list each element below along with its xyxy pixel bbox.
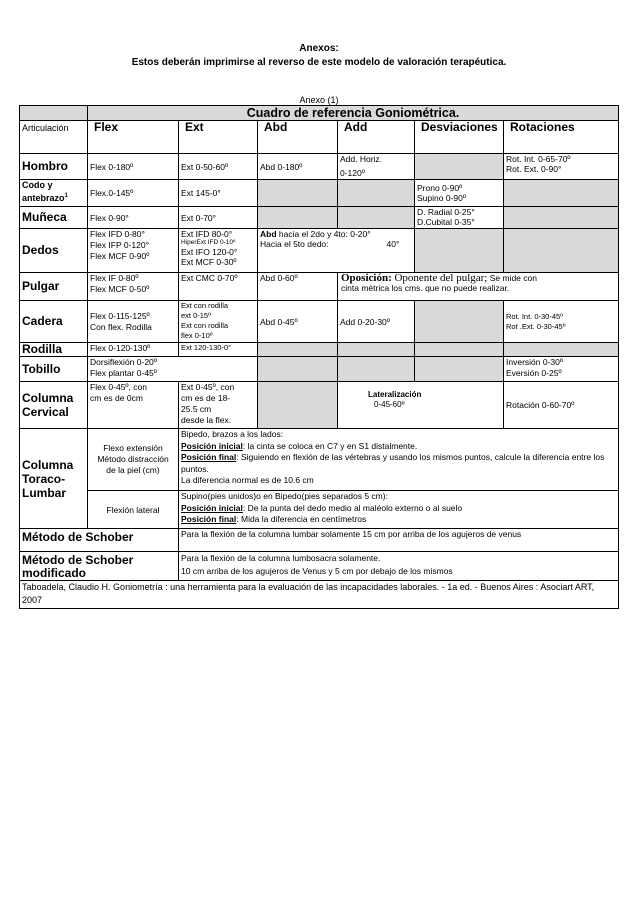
row-cervical: [20, 382, 619, 429]
joint-label: Hombro: [20, 154, 88, 180]
col-desviaciones: Desviaciones: [415, 121, 504, 154]
method-description: Supino(pies unidos)o en Bipedo(pies separados 5 cm): Posición inicial: De la punta del dedo medio al maléolo externo o al suelo Posición final: Mida la diferencia en centímetros: [179, 491, 619, 529]
joint-label: Codo y antebrazo$^1$: [20, 180, 88, 207]
row-hombro: [20, 154, 619, 180]
ext-cell: Ext CMC 0-70º: [179, 273, 258, 301]
row-schober: [20, 529, 619, 552]
col-flex: Flex: [88, 121, 179, 154]
rot-cell: Inversión 0-30º Eversión 0-25º: [504, 357, 619, 382]
flex-cell: Flex 0-180º: [88, 154, 179, 180]
flex-cell: Flex.0-145º: [88, 180, 179, 207]
joint-label: Muñeca: [20, 207, 88, 229]
flex-cell: Flex IF 0-80º Flex MCF 0-50º: [88, 273, 179, 301]
row-dedos: [20, 229, 619, 273]
ext-cell: Ext 0-45º, con cm es de 18- 25.5 cm desde la flex.: [179, 382, 258, 429]
add-cell: Add 0-20-30º: [338, 301, 415, 343]
joint-label: Cadera: [20, 301, 88, 343]
flex-cell: Flex IFD 0-80° Flex IFP 0-120° Flex MCF 0-90º: [88, 229, 179, 273]
abd-cell: Abd 0-180º: [258, 154, 338, 180]
row-cadera: [20, 301, 619, 343]
method-description: Para la flexión de la columna lumbar solamente 15 cm por arriba de los agujeros de venus: [179, 529, 619, 552]
ext-cell: Ext con rodilla ext 0-15º Ext con rodilla flex 0-10º: [179, 301, 258, 343]
anexos-subtitle: Estos deberán imprimirse al reverso de este modelo de valoración terapéutica.: [131, 57, 507, 68]
method-description: Para la flexión de la columna lumbosacra solamente. 10 cm arriba de los agujeros de Venus y 5 cm por debajo de los mismos: [179, 552, 619, 581]
goniometry-table: [19, 105, 619, 609]
method-label: Método de Schober: [20, 529, 179, 552]
joint-label: Dedos: [20, 229, 88, 273]
abd-cell: Abd 0-60º: [258, 273, 338, 301]
ext-cell: Ext 0-70°: [179, 207, 258, 229]
ext-cell: Ext 145-0°: [179, 180, 258, 207]
abd-cell: Abd hacia el 2do y 4to: 0-20° Hacia el 5to dedo: 40°: [258, 229, 415, 273]
row-tobillo: [20, 357, 619, 382]
anexo-label: Anexo (1): [299, 95, 339, 105]
flex-cell: Flex 0-90°: [88, 207, 179, 229]
ext-cell: Ext 0-50-60º: [179, 154, 258, 180]
rot-cell: Rot. Int. 0-65-70º Rot. Ext. 0-90°: [504, 154, 619, 180]
row-lumbar-flexo: [20, 429, 619, 491]
row-schober-modificado: [20, 552, 619, 581]
row-source: [20, 581, 619, 609]
col-articulacion: Articulación: [20, 121, 88, 154]
table-title: Cuadro de referencia Goniométrica.: [88, 106, 619, 121]
row-muneca: [20, 207, 619, 229]
desv-cell: D. Radial 0-25° D.Cubital 0-35°: [415, 207, 504, 229]
col-add: Add: [338, 121, 415, 154]
method-cell: Flexión lateral: [88, 491, 179, 529]
flex-cell: Flex 0-45º, con cm es de 0cm: [88, 382, 179, 429]
method-description: Bipedo, brazos a los lados: Posición inicial: la cinta se coloca en C7 y en S1 distalmente. Posición final: Siguiendo en flexión de las vértebras y usando los mismos puntos, calcule la diferencia entre los puntos. La diferencia normal es de 10.6 cm: [179, 429, 619, 491]
flex-cell: Flex 0-115-125º Con flex. Rodilla: [88, 301, 179, 343]
joint-label: Pulgar: [20, 273, 88, 301]
anexos-heading: Anexos:: [299, 43, 339, 54]
col-rotaciones: Rotaciones: [504, 121, 619, 154]
flex-cell: Dorsiflexión 0-20º Flex plantar 0-45º: [88, 357, 258, 382]
method-label: Método de Schober modificado: [20, 552, 179, 581]
row-lumbar-lateral: [20, 491, 619, 529]
row-rodilla: [20, 343, 619, 357]
oposicion-cell: Oposición: Oponente del pulgar; Se mide con cinta métrica los cms. que no puede realizar.: [338, 273, 619, 301]
row-codo: [20, 180, 619, 207]
add-cell: Add. Horiz. 0-120º: [338, 154, 415, 180]
method-cell: Flexo extensión Método distracción de la piel (cm): [88, 429, 179, 491]
col-abd: Abd: [258, 121, 338, 154]
ext-cell: Ext IFD 80-0° HiperExt IFD 0-10º Ext IFO 120-0° Ext MCF 0-30º: [179, 229, 258, 273]
lateralizacion-cell: Lateralización 0-45-60º: [338, 382, 504, 429]
ext-cell: Ext 120-130-0°: [179, 343, 258, 357]
source-citation: Taboadela, Claudio H. Goniometría : una herramienta para la evaluación de las incapacidades laborales. - 1a ed. - Buenos Aires : Asociart ART, 2007: [20, 581, 619, 609]
row-pulgar: [20, 273, 619, 301]
rot-cell: Rotación 0-60-70º: [504, 382, 619, 429]
rot-cell: Rot. Int. 0-30-45º Rot .Ext. 0-30-45º: [504, 301, 619, 343]
joint-label: Tobillo: [20, 357, 88, 382]
joint-label: Columna Toraco- Lumbar: [20, 429, 88, 529]
col-ext: Ext: [179, 121, 258, 154]
joint-label: Rodilla: [20, 343, 88, 357]
desv-cell: Prono 0-90º Supino 0-90º: [415, 180, 504, 207]
abd-cell: Abd 0-45º: [258, 301, 338, 343]
flex-cell: Flex 0-120-130º: [88, 343, 179, 357]
joint-label: Columna Cervical: [20, 382, 88, 429]
